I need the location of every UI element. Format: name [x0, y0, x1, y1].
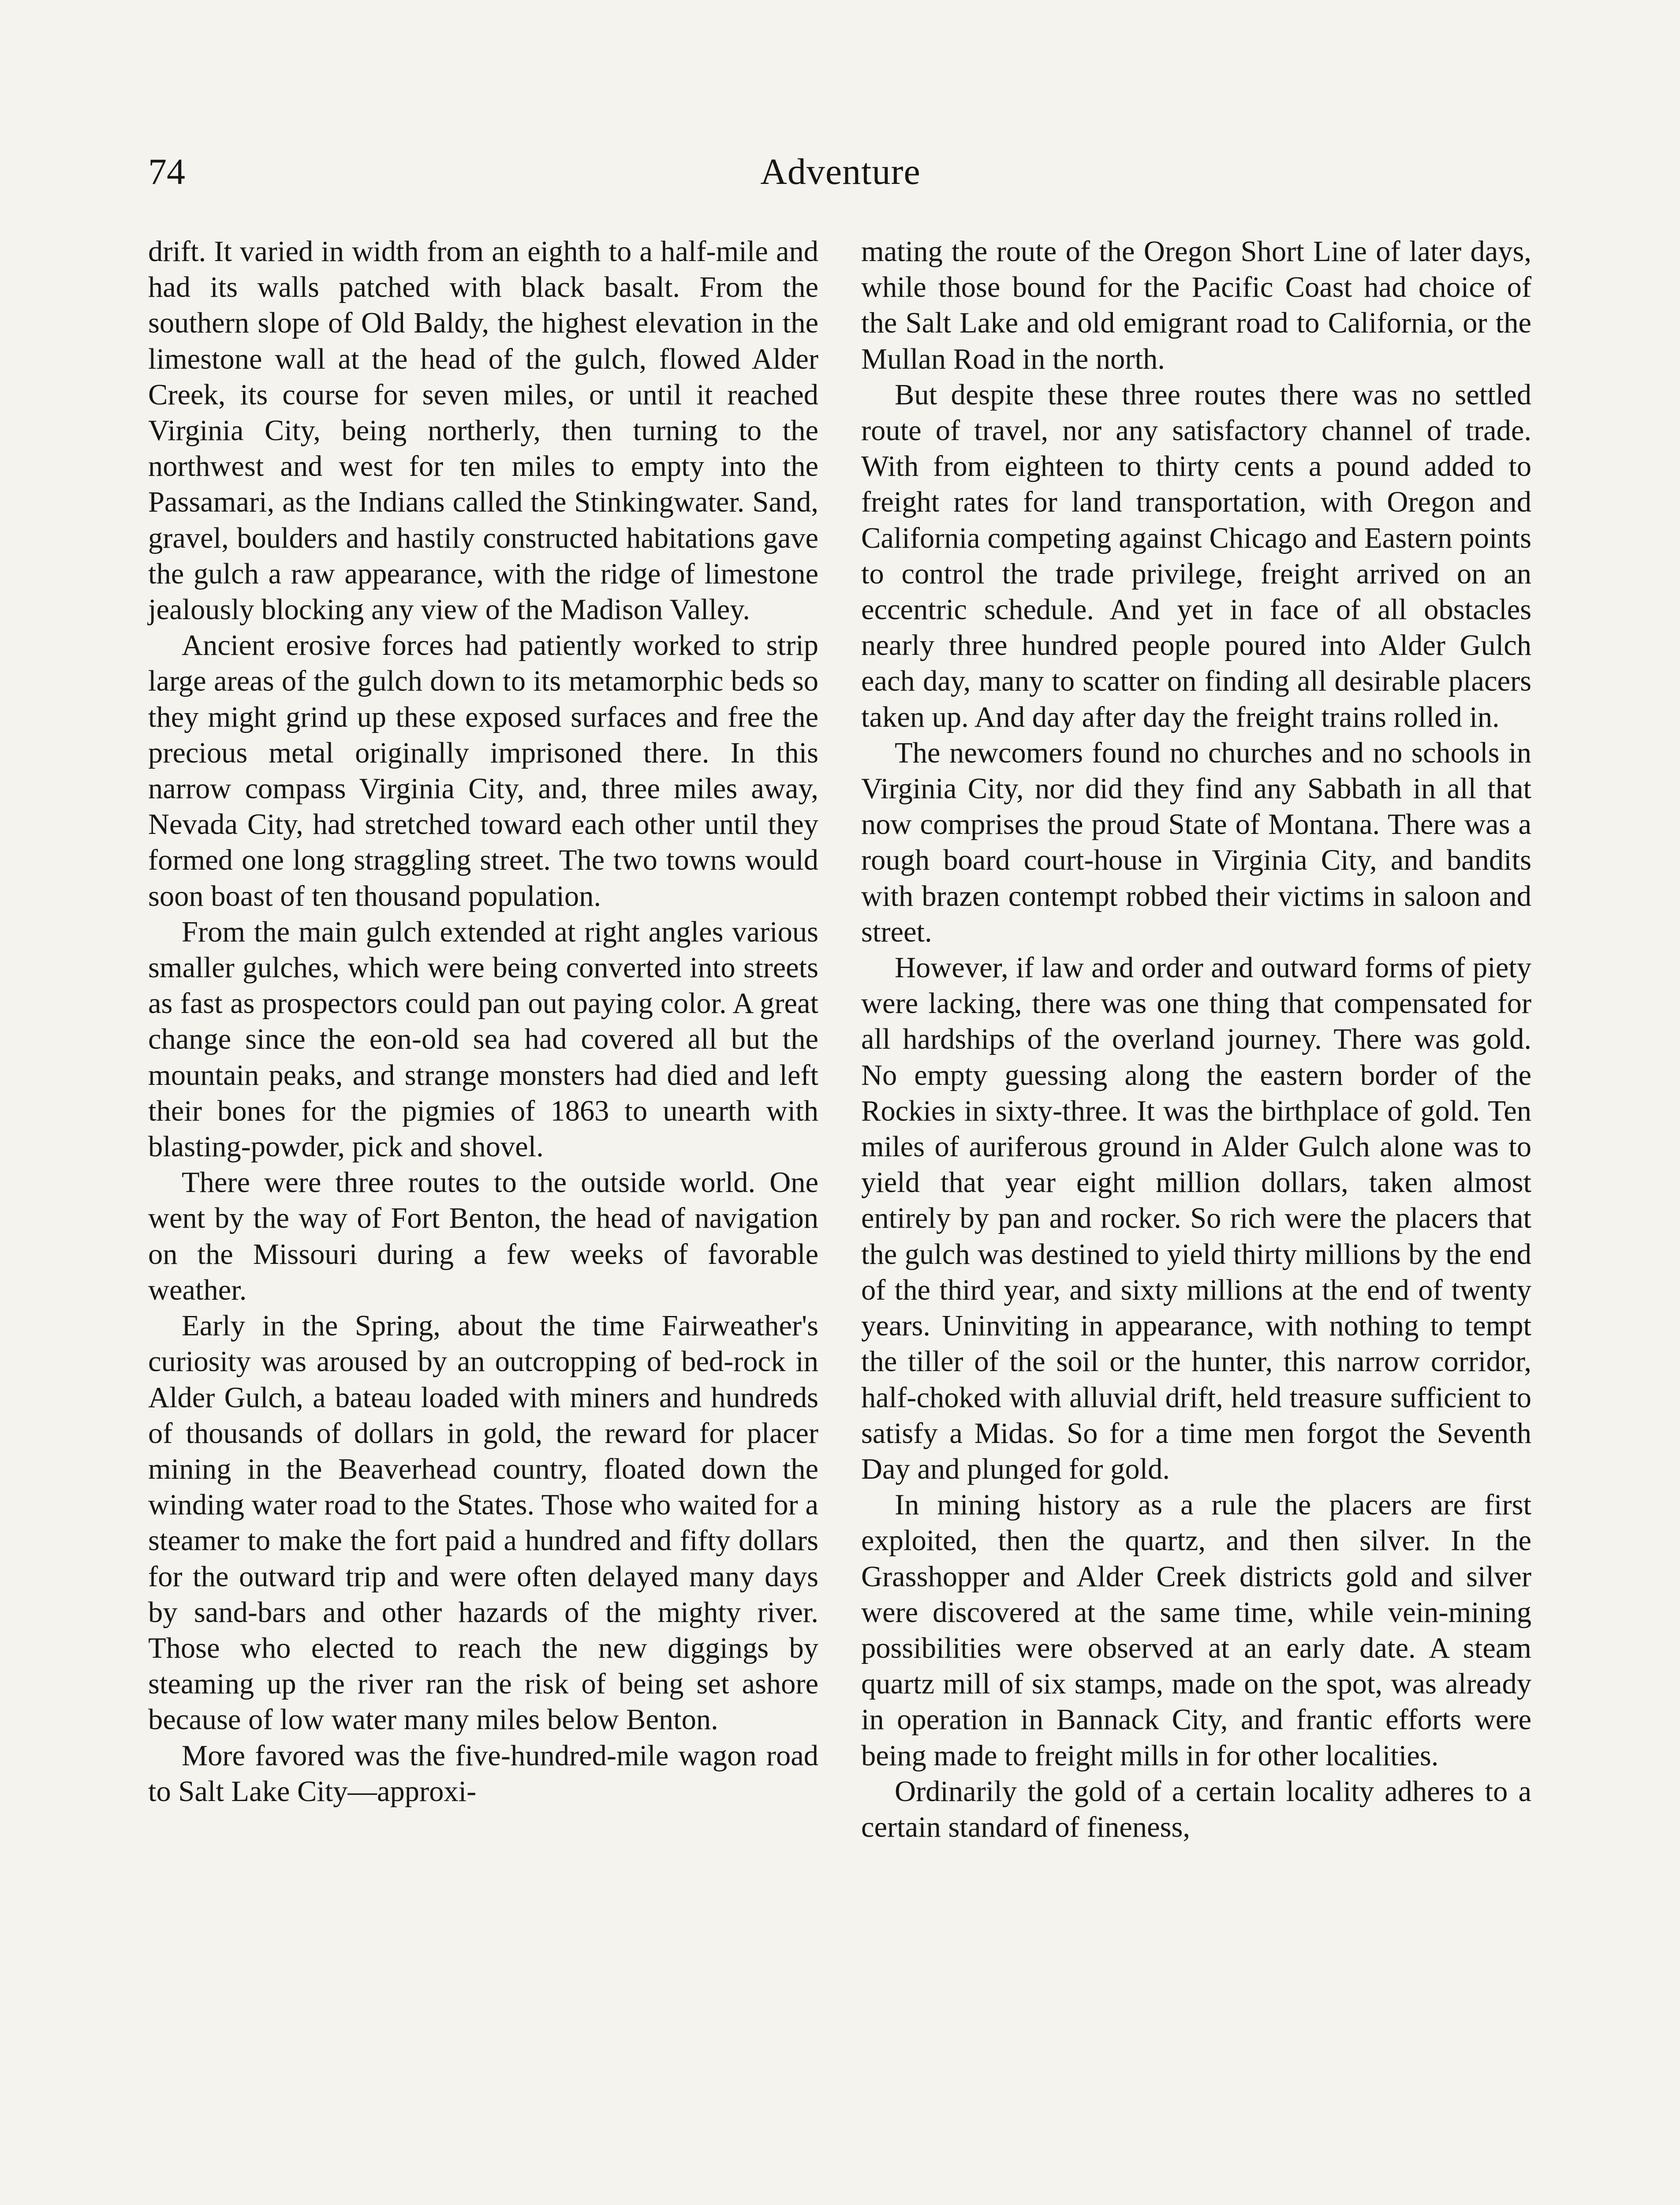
page-number: 74: [148, 151, 185, 192]
paragraph: The newcomers found no churches and no schools in Virginia City, nor did they find any Sabbath in all that now comprises the proud State of Montana. There was a rough board court-house in Virginia City, and bandits with brazen contempt robbed their victims in saloon and street.: [861, 736, 1531, 948]
page-header: [148, 146, 1533, 198]
paragraph: Ancient erosive forces had patiently worked to strip large areas of the gulch down to its metamorphic beds so they might grind up these exposed surfaces and free the precious metal originally imprisoned there. In this narrow compass Virginia City, and, three miles away, Nevada City, had stretched toward each other until they formed one long straggling street. The two towns would soon boast of ten thousand population.: [148, 629, 818, 912]
paragraph: Early in the Spring, about the time Fairweather's curiosity was aroused by an outcropping of bed-rock in Alder Gulch, a bateau loaded with miners and hundreds of thousands of dollars in gold, the reward for placer mining in the Beaverhead country, floated down the winding water road to the States. Those who waited for a steamer to make the fort paid a hundred and fifty dollars for the outward trip and were often delayed many days by sand-bars and other hazards of the mighty river. Those who elected to reach the new diggings by steaming up the river ran the risk of being set ashore because of low water many miles below Benton.: [148, 1310, 818, 1736]
paragraph: More favored was the five-hundred-mile wagon road to Salt Lake City—approxi-: [148, 1739, 818, 1808]
paragraph: From the main gulch extended at right angles various smaller gulches, which were being converted into streets as fast as prospectors could pan out paying color. A great change since the eon-old sea had covered all but the mountain peaks, and strange monsters had died and left their bones for the pigmies of 1863 to unearth with blasting-powder, pick and shovel.: [148, 916, 818, 1163]
paragraph: However, if law and order and outward forms of piety were lacking, there was one thing that compensated for all hardships of the overland journey. There was gold. No empty guessing along the eastern border of the Rockies in sixty-three. It was the birthplace of gold. Ten miles of auriferous ground in Alder Gulch alone was to yield that year eight million dollars, taken almost entirely by pan and rocker. So rich were the placers that the gulch was destined to yield thirty millions by the end of the third year, and sixty millions at the end of twenty years. Uninviting in appearance, with nothing to tempt the tiller of the soil or the hunter, this narrow corridor, half-choked with alluvial drift, held treasure sufficient to satisfy a Midas. So for a time men forgot the Seventh Day and plunged for gold.: [861, 952, 1531, 1485]
right-column: [861, 234, 1531, 1845]
paragraph: In mining history as a rule the placers are first exploited, then the quartz, and then silver. In the Grasshopper and Alder Creek districts gold and silver were discovered at the same time, while vein-mining possibilities were observed at an early date. A steam quartz mill of six stamps, made on the spot, was already in operation in Bannack City, and frantic efforts were being made to freight mills in for other localities.: [861, 1489, 1531, 1772]
paragraph: Ordinarily the gold of a certain locality adheres to a certain standard of fineness,: [861, 1775, 1531, 1843]
running-title: Adventure: [760, 151, 921, 192]
paragraph: There were three routes to the outside world. One went by the way of Fort Benton, the head of navigation on the Missouri during a few weeks of favorable weather.: [148, 1166, 818, 1306]
paragraph: But despite these three routes there was no settled route of travel, nor any satisfactory channel of trade. With from eighteen to thirty cents a pound added to freight rates for land transportation, with Oregon and California competing against Chicago and Eastern points to control the trade privilege, freight arrived on an eccentric schedule. And yet in face of all obstacles nearly three hundred people poured into Alder Gulch each day, many to scatter on finding all desirable placers taken up. And day after day the freight trains rolled in.: [861, 378, 1531, 733]
left-column: [148, 234, 818, 1809]
paragraph: drift. It varied in width from an eighth to a half-mile and had its walls patched with black basalt. From the southern slope of Old Baldy, the highest elevation in the limestone wall at the head of the gulch, flowed Alder Creek, its course for seven miles, or until it reached Virginia City, being northerly, then turning to the northwest and west for ten miles to empty into the Passamari, as the Indians called the Stinkingwater. Sand, gravel, boulders and hastily constructed habitations gave the gulch a raw appearance, with the ridge of limestone jealously blocking any view of the Madison Valley.: [148, 235, 818, 626]
paragraph: mating the route of the Oregon Short Line of later days, while those bound for the Pacific Coast had choice of the Salt Lake and old emigrant road to California, or the Mullan Road in the north.: [861, 235, 1531, 375]
